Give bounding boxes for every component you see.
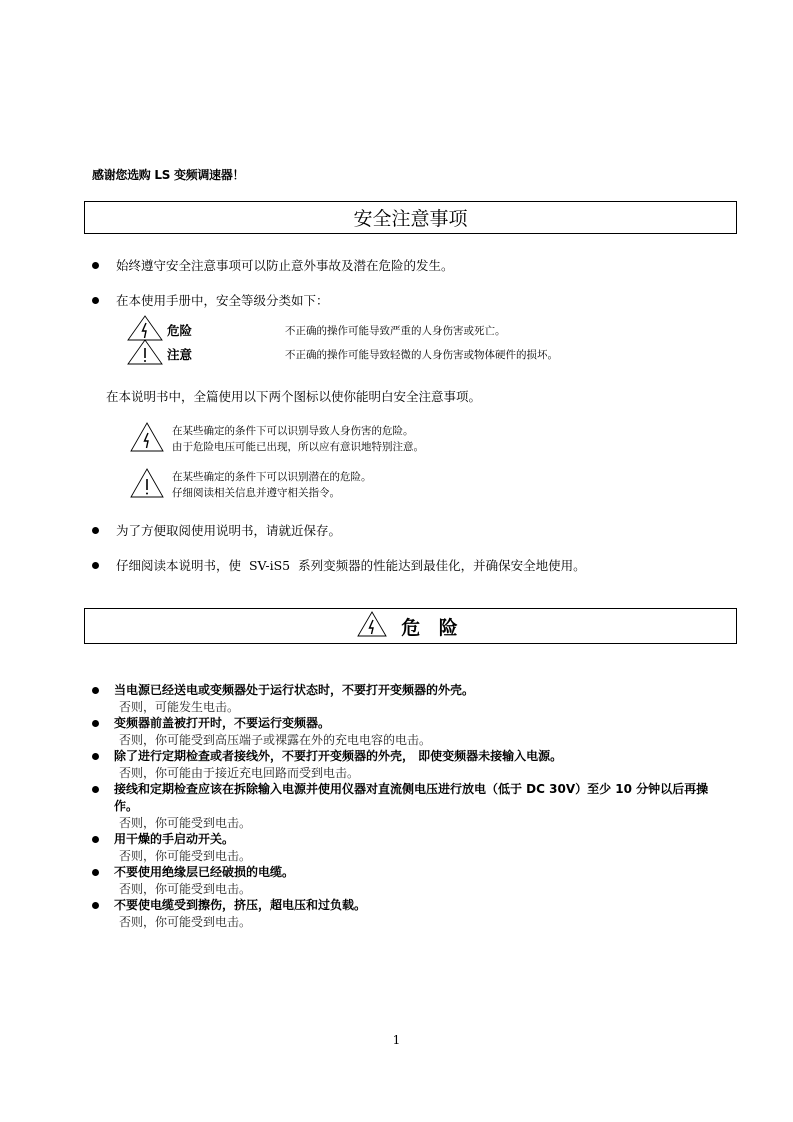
danger-item-text: 不要使电缆受到擦伤，挤压，超电压和过负载。 bbox=[114, 898, 367, 912]
icon-explanation-line: 在某些确定的条件下可以识别潜在的危险。 bbox=[172, 471, 372, 483]
page-number: 1 bbox=[392, 1033, 401, 1047]
bullet-text: 仔细阅读本说明书，使 SV-iS5 系列变频器的性能达到最佳化，并确保安全地使用。 bbox=[116, 558, 586, 573]
high-voltage-warning-icon bbox=[130, 422, 164, 456]
safety-levels bbox=[127, 318, 558, 366]
danger-item-text: 用干燥的手启动开关。 bbox=[114, 832, 235, 846]
bullet-dot-icon bbox=[92, 836, 99, 843]
thanks-heading: 感谢您选购 LS 变频调速器！ bbox=[92, 168, 245, 182]
safety-title: 安全注意事项 bbox=[353, 208, 468, 230]
icon-explanation-line: 由于危险电压可能已出现，所以应有意识地特别注意。 bbox=[172, 441, 424, 453]
danger-item bbox=[92, 831, 732, 864]
level-description: 不正确的操作可能导致严重的人身伤害或死亡。 bbox=[285, 324, 506, 337]
danger-item bbox=[92, 715, 732, 748]
bullet-dot-icon bbox=[92, 262, 99, 269]
danger-item-text: 当电源已经送电或变频器处于运行状态时，不要打开变频器的外壳。 bbox=[114, 683, 475, 697]
bullet-dot-icon bbox=[92, 527, 99, 534]
bullet-dot-icon bbox=[92, 720, 99, 727]
danger-item bbox=[92, 682, 732, 715]
danger-item-consequence: 否则，你可能受到电击。 bbox=[119, 882, 252, 896]
icons-intro: 在本说明书中，全篇使用以下两个图标以使你能明白安全注意事项。 bbox=[106, 389, 482, 404]
danger-item-text: 变频器前盖被打开时，不要运行变频器。 bbox=[114, 716, 331, 730]
danger-item-consequence: 否则，你可能受到高压端子或裸露在外的充电电容的电击。 bbox=[119, 733, 432, 747]
bullet-text: 始终遵守安全注意事项可以防止意外事故及潜在危险的发生。 bbox=[116, 258, 454, 273]
bullet-dot-icon bbox=[92, 297, 99, 304]
danger-item-consequence: 否则，你可能受到电击。 bbox=[119, 849, 252, 863]
caution-exclamation-icon bbox=[130, 468, 164, 502]
icon-explanation bbox=[130, 468, 372, 502]
danger-item-text: 接线和定期检查应该在拆除输入电源并使用仪器对直流侧电压进行放电（低于 DC 30V）至少 10 分钟以后再操作。 bbox=[114, 782, 709, 813]
level-caution bbox=[127, 342, 558, 366]
danger-list bbox=[92, 682, 732, 930]
danger-item-consequence: 否则，你可能受到电击。 bbox=[119, 915, 252, 929]
bullet-text: 在本使用手册中，安全等级分类如下： bbox=[116, 293, 329, 308]
icon-explanation bbox=[130, 422, 424, 456]
safety-bullet bbox=[92, 556, 586, 574]
bullet-text: 为了方便取阅使用说明书，请就近保存。 bbox=[116, 523, 342, 538]
icon-explanation-line: 在某些确定的条件下可以识别导致人身伤害的危险。 bbox=[172, 425, 414, 437]
danger-item-text: 不要使用绝缘层已经破损的电缆。 bbox=[114, 865, 295, 879]
high-voltage-warning-icon bbox=[357, 611, 387, 641]
level-name: 注意 bbox=[167, 347, 193, 362]
safety-bullet bbox=[92, 256, 454, 274]
danger-title-box bbox=[84, 608, 737, 644]
bullet-dot-icon bbox=[92, 902, 99, 909]
danger-item-consequence: 否则，你可能受到电击。 bbox=[119, 816, 252, 830]
danger-item-text: 除了进行定期检查或者接线外，不要打开变频器的外壳， 即使变频器未接输入电源。 bbox=[114, 749, 563, 763]
danger-item bbox=[92, 781, 732, 831]
level-description: 不正确的操作可能导致轻微的人身伤害或物体硬件的损坏。 bbox=[285, 348, 558, 361]
danger-title: 危 险 bbox=[401, 616, 464, 639]
icon-explanation-line: 仔细阅读相关信息并遵守相关指令。 bbox=[172, 487, 340, 499]
safety-bullet bbox=[92, 521, 341, 539]
bullet-dot-icon bbox=[92, 562, 99, 569]
level-danger bbox=[127, 318, 558, 342]
bullet-dot-icon bbox=[92, 786, 99, 793]
danger-item-consequence: 否则，你可能由于接近充电回路而受到电击。 bbox=[119, 766, 360, 780]
danger-item bbox=[92, 748, 732, 781]
bullet-dot-icon bbox=[92, 687, 99, 694]
bullet-dot-icon bbox=[92, 753, 99, 760]
safety-title-box bbox=[84, 201, 737, 234]
level-name: 危险 bbox=[167, 323, 193, 338]
bullet-dot-icon bbox=[92, 869, 99, 876]
caution-exclamation-icon bbox=[127, 339, 163, 369]
safety-bullet bbox=[92, 291, 329, 309]
danger-item-consequence: 否则，可能发生电击。 bbox=[119, 700, 240, 714]
danger-item bbox=[92, 897, 732, 930]
danger-item bbox=[92, 864, 732, 897]
